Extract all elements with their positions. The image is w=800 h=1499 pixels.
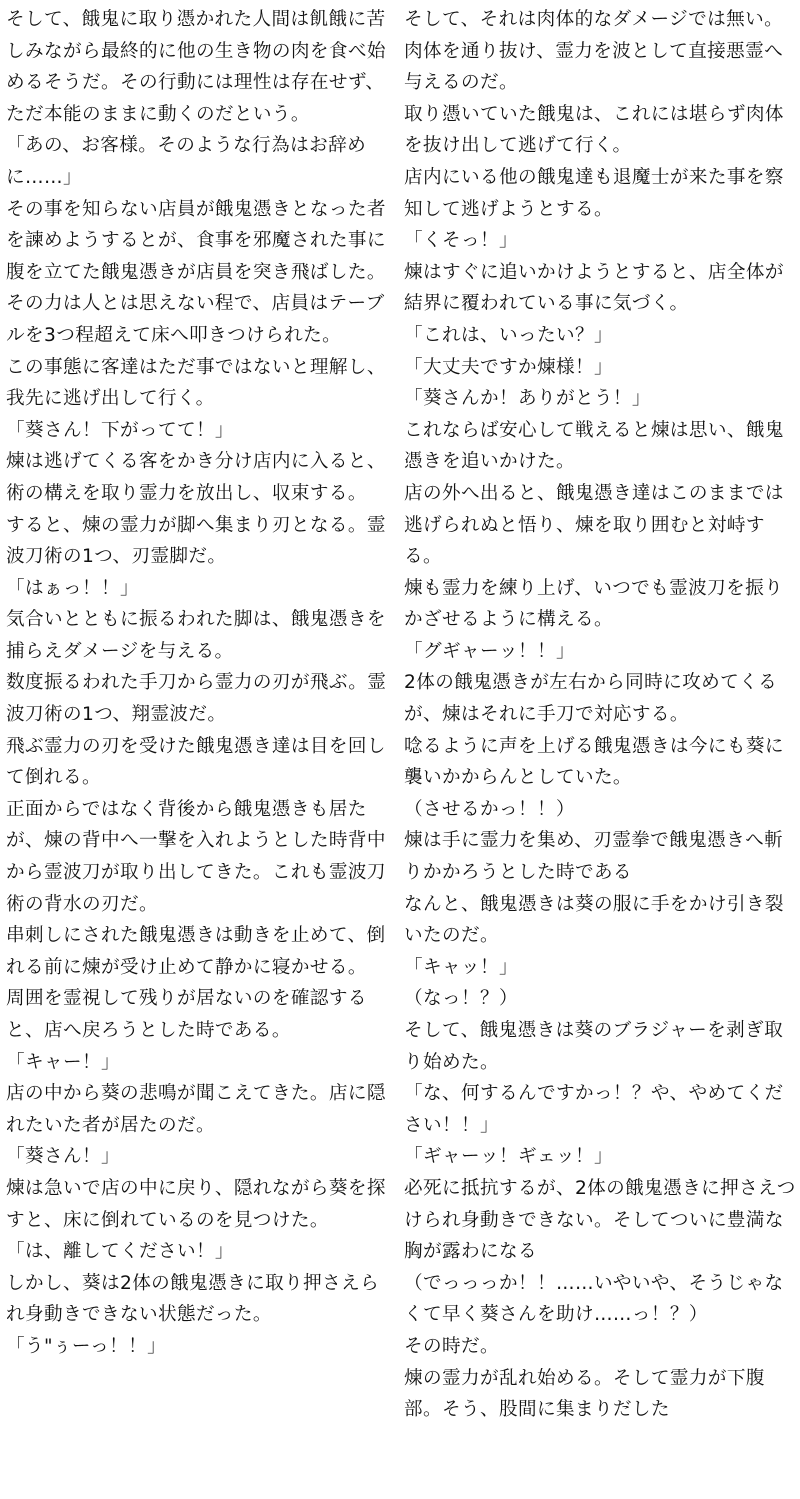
- left-paragraph: 「葵さん！下がってて！」: [6, 419, 234, 441]
- right-paragraph: これならば安心して戦えると煉は思い、餓鬼憑きを追いかけた。: [404, 419, 784, 473]
- left-paragraph: 飛ぶ霊力の刃を受けた餓鬼憑き達は目を回して倒れる。: [6, 735, 386, 789]
- left-paragraph: その力は人とは思えない程で、店員はテーブルを3つ程超えて床へ叩きつけられた。: [6, 293, 385, 346]
- right-paragraph: 煉の霊力が乱れ始める。そして霊力が下腹部。そう、股間に集まりだした: [404, 1367, 765, 1421]
- right-text-column: [404, 4, 796, 1426]
- left-paragraph: 店の中から葵の悲鳴が聞こえてきた。店に隠れたいた者が居たのだ。: [6, 1083, 386, 1136]
- right-paragraph: そして、餓鬼憑きは葵のブラジャーを剥ぎ取り始めた。: [404, 1020, 784, 1073]
- right-paragraph: 唸るように声を上げる餓鬼憑きは今にも葵に襲いかからんとしていた。: [404, 735, 784, 789]
- right-paragraph: 2体の餓鬼憑きが左右から同時に攻めてくるが、煉はそれに手刀で対応する。: [404, 672, 778, 726]
- right-paragraph: 取り憑いていた餓鬼は、これには堪らず肉体を抜け出して逃げて行く。: [404, 103, 784, 157]
- right-paragraph: （なっ！？）: [404, 988, 518, 1010]
- left-paragraph: 周囲を霊視して残りが居ないのを確認すると、店へ戻ろうとした時である。: [6, 988, 367, 1041]
- left-paragraph: その事を知らない店員が餓鬼憑きとなった者を諫めようするとが、食事を邪魔された事に腹を立てた餓鬼憑きが店員を突き飛ばした。: [6, 198, 386, 283]
- right-paragraph: なんと、餓鬼憑きは葵の服に手をかけ引き裂いたのだ。: [404, 893, 784, 947]
- right-paragraph: 煉は手に霊力を集め、刃霊拳で餓鬼憑きへ斬りかかろうとした時である: [404, 830, 784, 884]
- right-paragraph: 「大丈夫ですか煉様！」: [404, 356, 613, 378]
- left-paragraph: 正面からではなく背後から餓鬼憑きも居たが、煉の背中へ一撃を入れようとした時背中から霊波刀が取り出してきた。これも霊波刀術の背水の刃だ。: [6, 798, 386, 915]
- right-paragraph: 「ギャーッ！ギェッ！」: [404, 1146, 613, 1168]
- right-paragraph: （させるかっ！！）: [404, 798, 575, 820]
- left-paragraph: 煉は急いで店の中に戻り、隠れながら葵を探すと、床に倒れているのを見つけた。: [6, 1177, 386, 1231]
- left-paragraph: 「う"ぅーっ！！」: [6, 1335, 167, 1357]
- left-text-column: [6, 4, 394, 1363]
- left-paragraph: 煉は逃げてくる客をかき分け店内に入ると、術の構えを取り霊力を放出し、収束する。: [6, 451, 386, 504]
- left-paragraph: 数度振るわれた手刀から霊力の刃が飛ぶ。霊波刀術の1つ、翔霊波だ。: [6, 672, 387, 726]
- left-paragraph: 「あの、お客様。そのような行為はお辞めに……」: [6, 135, 367, 188]
- left-paragraph: この事態に客達はただ事ではないと理解し、我先に逃げ出して行く。: [6, 356, 386, 410]
- right-paragraph: そして、それは肉体的なダメージでは無い。肉体を通り抜け、霊力を波として直接悪霊へ与えるのだ。: [404, 9, 784, 94]
- right-paragraph: その時だ。: [404, 1335, 499, 1357]
- right-paragraph: 「葵さんか！ありがとう！」: [404, 388, 651, 410]
- right-paragraph: 「これは、いったい？」: [404, 324, 613, 346]
- right-paragraph: 「グギャーッ！！」: [404, 640, 575, 662]
- left-paragraph: すると、煉の霊力が脚へ集まり刃となる。霊波刀術の1つ、刃霊脚だ。: [6, 514, 386, 568]
- right-paragraph: 「キャッ！」: [404, 956, 518, 978]
- right-paragraph: 煉も霊力を練り上げ、いつでも霊波刀を振りかざせるように構える。: [404, 577, 784, 631]
- right-paragraph: 店内にいる他の餓鬼達も退魔士が来た事を察知して逃げようとする。: [404, 166, 784, 220]
- left-paragraph: そして、餓鬼に取り憑かれた人間は飢餓に苦しみながら最終的に他の生き物の肉を食べ始めるそうだ。その行動には理性は存在せず、ただ本能のままに動くのだという。: [6, 9, 386, 125]
- left-paragraph: 「は、離してください！」: [6, 1241, 234, 1263]
- right-paragraph: （でっっっか！！……いやいや、そうじゃなくて早く葵さんを助け……っ！？）: [404, 1272, 784, 1326]
- left-paragraph: 串刺しにされた餓鬼憑きは動きを止めて、倒れる前に煉が受け止めて静かに寝かせる。: [6, 925, 386, 978]
- left-paragraph: 「キャー！」: [6, 1051, 120, 1073]
- left-paragraph: 「はぁっ！！」: [6, 577, 139, 599]
- left-paragraph: 気合いとともに振るわれた脚は、餓鬼憑きを捕らえダメージを与える。: [6, 609, 386, 662]
- right-paragraph: 「くそっ！」: [404, 230, 518, 252]
- right-paragraph: 必死に抵抗するが、2体の餓鬼憑きに押さえつけられ身動きできない。そしてついに豊満な胸が露わになる: [404, 1177, 796, 1263]
- left-paragraph: しかし、葵は2体の餓鬼憑きに取り押さえられ身動きできない状態だった。: [6, 1272, 380, 1326]
- left-paragraph: 「葵さん！」: [6, 1146, 120, 1168]
- right-paragraph: 煉はすぐに追いかけようとすると、店全体が結界に覆われている事に気づく。: [404, 261, 784, 315]
- right-paragraph: 店の外へ出ると、餓鬼憑き達はこのままでは逃げられぬと悟り、煉を取り囲むと対峙する。: [404, 482, 784, 568]
- right-paragraph: 「な、何するんですかっ！？や、やめてください！！」: [404, 1083, 784, 1136]
